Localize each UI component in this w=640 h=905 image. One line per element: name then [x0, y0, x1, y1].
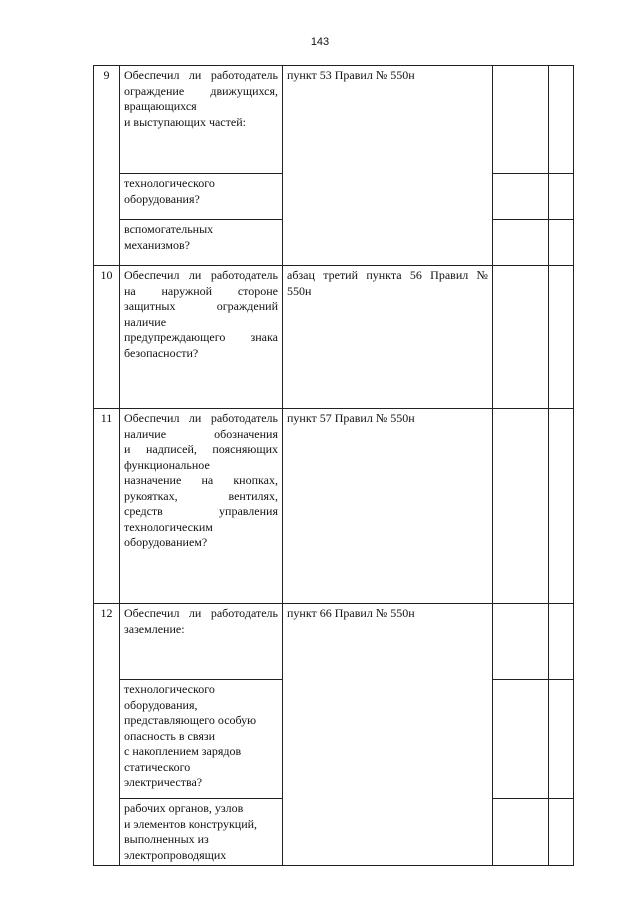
question-cell [120, 266, 283, 409]
answer-cell-yes[interactable] [493, 604, 549, 680]
answer-cell-yes[interactable] [493, 174, 549, 220]
sub-question-cell [120, 680, 283, 799]
answer-cell-no[interactable] [549, 220, 574, 266]
sub-question-line: технологического [124, 682, 215, 696]
question-line: функциональное [124, 457, 210, 472]
question-line: ограждение движущихся, [124, 83, 278, 98]
question-line: средств управления [124, 504, 278, 518]
question-line: технологическим [124, 519, 213, 534]
sub-question-line: представляющего особую [124, 713, 257, 727]
answer-cell-yes[interactable] [493, 266, 549, 409]
answer-cell-no[interactable] [549, 799, 574, 866]
row-number: 11 [94, 409, 120, 604]
reference-cell: пункт 57 Правил № 550н [283, 409, 493, 604]
question-line: и выступающих частей: [124, 114, 246, 129]
row-number: 10 [94, 266, 120, 409]
question-cell [120, 409, 283, 604]
reference-cell: пункт 53 Правил № 550н [283, 66, 493, 266]
sub-question-line: электропроводящих [124, 847, 227, 862]
question-line: назначение на кнопках, [124, 473, 278, 487]
question-cell [120, 66, 283, 174]
sub-question-line: оборудования, [124, 697, 198, 712]
answer-cell-no[interactable] [549, 266, 574, 409]
answer-cell-yes[interactable] [493, 799, 549, 866]
answer-cell-no[interactable] [549, 174, 574, 220]
table-row [94, 66, 574, 174]
question-line: рукоятках, вентилях, [124, 488, 278, 503]
reference-cell: пункт 66 Правил № 550н [283, 604, 493, 866]
sub-question-line: рабочих органов, узлов [124, 801, 244, 815]
row-number: 12 [94, 604, 120, 866]
answer-cell-yes[interactable] [493, 66, 549, 174]
question-line: безопасности? [124, 345, 199, 360]
sub-question-line: и элементов конструкций, [124, 816, 258, 831]
answer-cell-yes[interactable] [493, 220, 549, 266]
answer-cell-no[interactable] [549, 680, 574, 799]
checklist-table [93, 65, 574, 866]
sub-question-line: с накоплением зарядов [124, 744, 242, 758]
question-line: наличие обозначения [124, 426, 278, 441]
sub-question-line: опасность в связи [124, 728, 216, 743]
answer-cell-yes[interactable] [493, 680, 549, 799]
question-line: оборудованием? [124, 535, 208, 549]
question-line: заземление: [124, 621, 185, 636]
sub-question-line: вспомогательных [124, 222, 214, 236]
question-line: защитных ограждений [124, 299, 278, 313]
sub-question-line: технологического [124, 176, 215, 190]
sub-question-line: электричества? [124, 775, 203, 789]
table-row [94, 604, 574, 680]
answer-cell-no[interactable] [549, 409, 574, 604]
table-row [94, 266, 574, 409]
question-line: Обеспечил ли работодатель [124, 411, 278, 425]
sub-question-line: оборудования? [124, 191, 200, 206]
row-number: 9 [94, 66, 120, 266]
question-line: вращающихся [124, 99, 197, 113]
question-line: и надписей, поясняющих [124, 442, 278, 456]
question-cell [120, 604, 283, 680]
answer-cell-no[interactable] [549, 604, 574, 680]
sub-question-cell [120, 799, 283, 866]
question-line: на наружной стороне [124, 283, 278, 298]
question-line: Обеспечил ли работодатель [124, 268, 278, 282]
question-line: предупреждающего знака [124, 330, 278, 344]
answer-cell-yes[interactable] [493, 409, 549, 604]
sub-question-line: выполненных из [124, 832, 209, 846]
sub-question-cell [120, 220, 283, 266]
sub-question-line: статического [124, 759, 191, 774]
table-row [94, 409, 574, 604]
sub-question-cell [120, 174, 283, 220]
reference-cell: абзац третий пункта 56 Правил № 550н [283, 266, 493, 409]
question-line: Обеспечил ли работодатель [124, 68, 278, 82]
question-line: наличие [124, 314, 167, 329]
page-number: 143 [310, 36, 330, 48]
answer-cell-no[interactable] [549, 66, 574, 174]
question-line: Обеспечил ли работодатель [124, 606, 278, 620]
sub-question-line: механизмов? [124, 237, 190, 252]
